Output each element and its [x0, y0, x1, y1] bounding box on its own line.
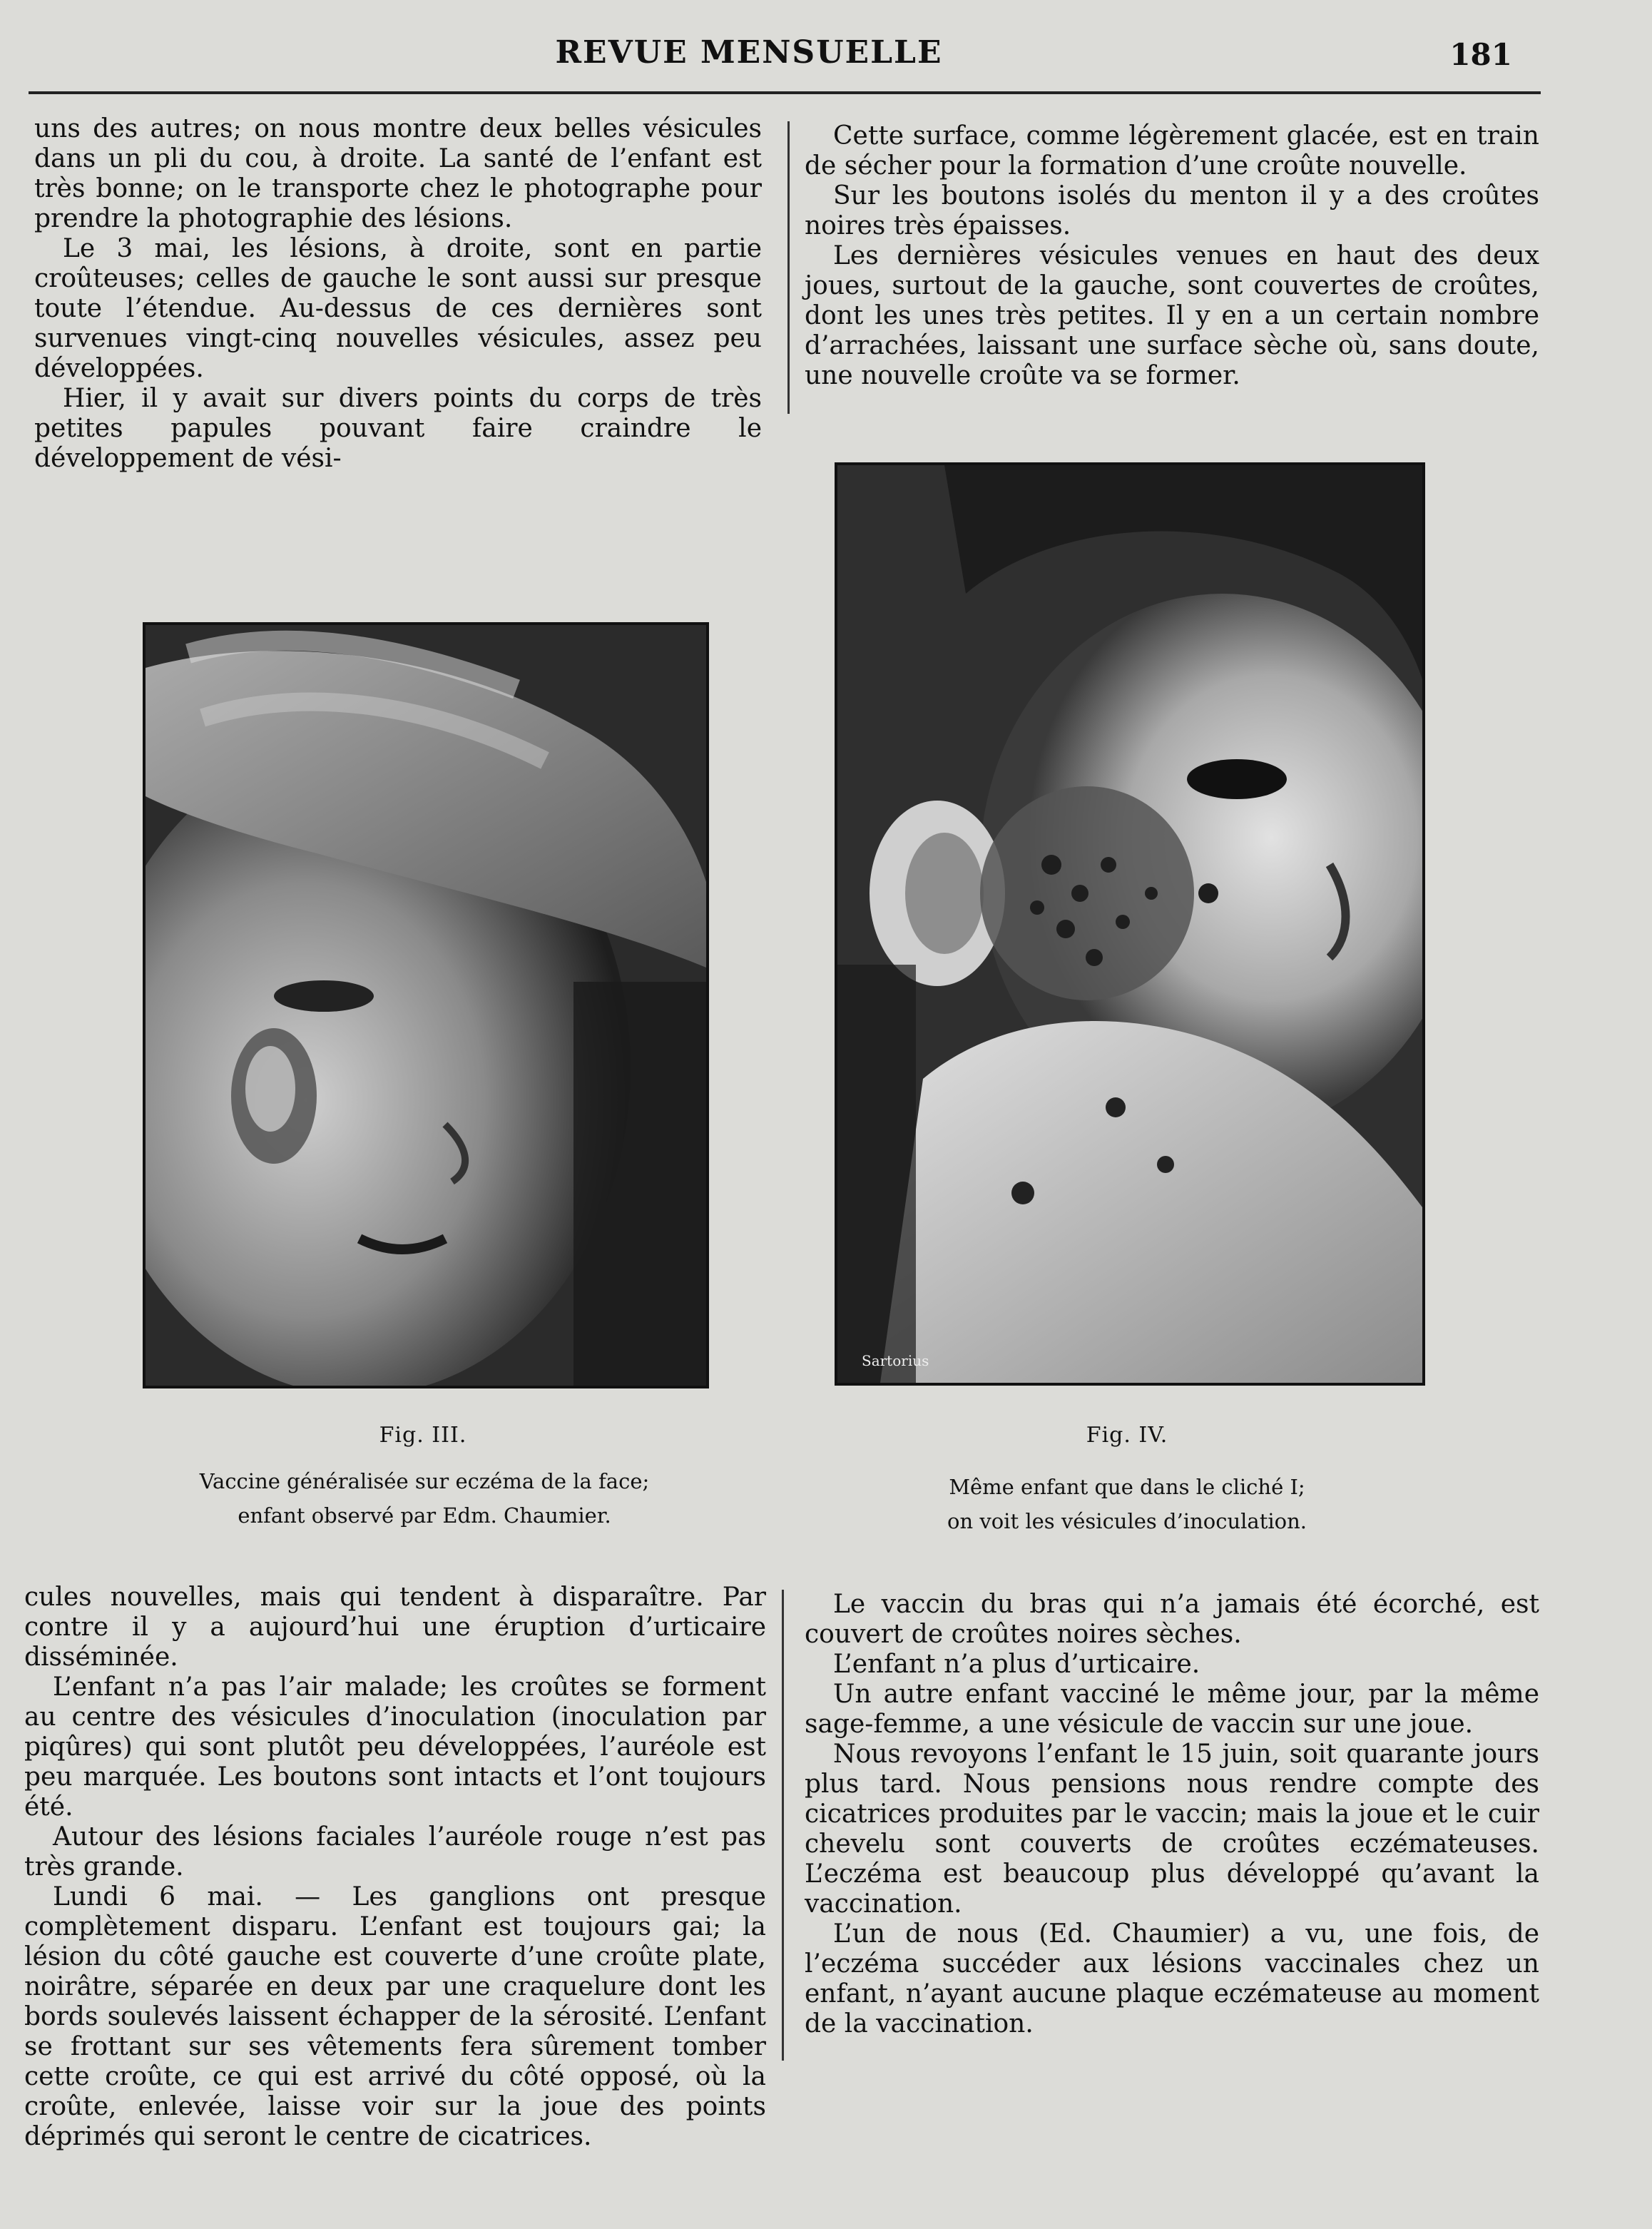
- paragraph: uns des autres; on nous montre deux belles vésicules dans un pli du cou, à droite. La santé de l’enfant est très bonne; on le transporte chez le photographe pour prendre la photographie des lésions.: [34, 114, 762, 233]
- paragraph: Cette surface, comme légèrement glacée, est en train de sécher pour la formation d’une croûte nouvelle.: [805, 121, 1539, 181]
- caption-line: enfant observé par Edm. Chaumier.: [238, 1503, 611, 1528]
- caption-line: on voit les vésicules d’inoculation.: [947, 1509, 1307, 1533]
- figure-4-photograph: [835, 462, 1425, 1386]
- column-divider: [787, 121, 790, 414]
- paragraph: Hier, il y avait sur divers points du corps de très petites papules pouvant faire craindre le développement de vési-: [34, 384, 762, 473]
- text-column-top-left: [34, 114, 762, 474]
- caption-line: Même enfant que dans le cliché I;: [949, 1475, 1305, 1499]
- paragraph: L’enfant n’a pas l’air malade; les croûtes se forment au centre des vésicules d’inoculation (inoculation par piqûres) qui sont plutôt peu développées, l’auréole est peu marquée. Les boutons sont intacts et l’ont toujours été.: [24, 1672, 766, 1822]
- column-divider: [782, 1590, 784, 2061]
- paragraph: Autour des lésions faciales l’auréole rouge n’est pas très grande.: [24, 1822, 766, 1882]
- text-column-top-right: [805, 121, 1539, 391]
- paragraph: cules nouvelles, mais qui tendent à disparaître. Par contre il y a aujourd’hui une éruption d’urticaire disséminée.: [24, 1583, 766, 1672]
- paragraph: Le vaccin du bras qui n’a jamais été écorché, est couvert de croûtes noires sèches.: [805, 1590, 1539, 1649]
- header-rule: [29, 91, 1541, 94]
- paragraph: L’un de nous (Ed. Chaumier) a vu, une fois, de l’eczéma succéder aux lésions vaccinales chez un enfant, n’ayant aucune plaque eczémateuse au moment de la vaccination.: [805, 1919, 1539, 2038]
- photo-signature: Sartorius: [862, 1352, 929, 1369]
- paragraph: Un autre enfant vacciné le même jour, par la même sage-femme, a une vésicule de vaccin sur une joue.: [805, 1680, 1539, 1739]
- running-header-title: REVUE MENSUELLE: [555, 34, 943, 71]
- figure-3-photograph: [143, 622, 709, 1388]
- paragraph: Le 3 mai, les lésions, à droite, sont en partie croûteuses; celles de gauche le sont aussi sur presque toute l’étendue. Au-dessus de ces dernières sont survenues vingt-cinq nouvelles vésicules, assez peu développées.: [34, 234, 762, 383]
- page-number: 181: [1449, 37, 1512, 72]
- paragraph: Nous revoyons l’enfant le 15 juin, soit quarante jours plus tard. Nous pensions nous rendre compte des cicatrices produites par le vaccin; mais la joue et le cuir chevelu sont couverts de croûtes eczémateuses. L’eczéma est beaucoup plus développé qu’avant la vaccination.: [805, 1740, 1539, 1919]
- figure-4-caption: [806, 1470, 1448, 1538]
- text-column-bottom-right: [805, 1590, 1539, 2039]
- paragraph: L’enfant n’a plus d’urticaire.: [833, 1650, 1200, 1679]
- figure-3-label: Fig. III.: [379, 1423, 467, 1448]
- paragraph: Les dernières vésicules venues en haut des deux joues, surtout de la gauche, sont couvertes de croûtes, dont les unes très petites. Il y en a un certain nombre d’arrachées, laissant une surface sèche où, sans doute, une nouvelle croûte va se former.: [805, 241, 1539, 390]
- caption-line: Vaccine généralisée sur eczéma de la face;: [199, 1469, 650, 1493]
- paragraph: Lundi 6 mai. — Les ganglions ont presque complètement disparu. L’enfant est toujours gai; la lésion du côté gauche est couverte d’une croûte plate, noirâtre, séparée en deux par une craquelure dont les bords soulevés laissent échapper de la sérosité. L’enfant se frottant sur ses vêtements fera sûrement tomber cette croûte, ce qui est arrivé du côté opposé, où la croûte, enlevée, laisse voir sur la joue des points déprimés qui seront le centre de cicatrices.: [24, 1882, 766, 2151]
- figure-3-caption: [100, 1464, 749, 1533]
- paragraph: Sur les boutons isolés du menton il y a des croûtes noires très épaisses.: [805, 181, 1539, 240]
- figure-4-label: Fig. IV.: [1086, 1423, 1168, 1448]
- text-column-bottom-left: [24, 1583, 766, 2152]
